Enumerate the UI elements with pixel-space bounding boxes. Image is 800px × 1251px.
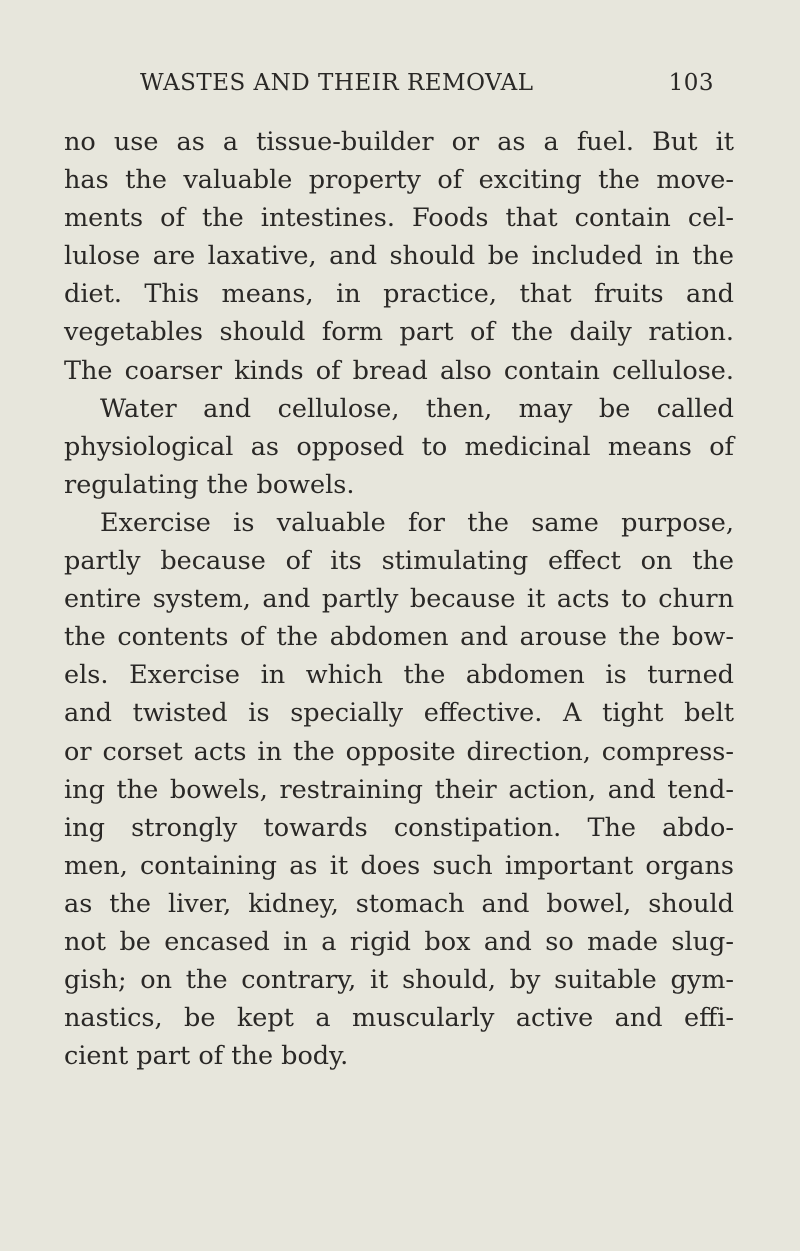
text-line: and twisted is specially effective. A tight belt bbox=[64, 698, 734, 729]
body-text bbox=[64, 123, 734, 1075]
text-line: nastics, be kept a muscularly active and effi- bbox=[64, 1003, 734, 1034]
text-line: not be encased in a rigid box and so made slug- bbox=[64, 926, 734, 957]
text-line: physiological as opposed to medicinal means of bbox=[64, 431, 734, 462]
text-line: Water and cellulose, then, may be called bbox=[100, 393, 734, 424]
text-line: ing strongly towards constipation. The abdo- bbox=[64, 812, 734, 843]
text-line: no use as a tissue-builder or as a fuel. But it bbox=[64, 127, 734, 157]
text-line: The coarser kinds of bread also contain cellulose. bbox=[64, 355, 734, 386]
text-line: lulose are laxative, and should be included in the bbox=[64, 241, 734, 272]
text-line: partly because of its stimulating effect on the bbox=[64, 546, 734, 577]
text-line: entire system, and partly because it acts to churn bbox=[64, 584, 734, 615]
text-line: ing the bowels, restraining their action, and tend- bbox=[64, 774, 734, 805]
text-line: cient part of the body. bbox=[64, 1041, 349, 1072]
text-line: gish; on the contrary, it should, by suitable gym- bbox=[64, 965, 734, 996]
text-line: the contents of the abdomen and arouse the bow- bbox=[64, 622, 734, 653]
text-line: vegetables should form part of the daily ration. bbox=[64, 317, 734, 348]
text-line: diet. This means, in practice, that fruits and bbox=[64, 279, 734, 310]
text-line: men, containing as it does such important organs bbox=[64, 850, 734, 881]
text-line: els. Exercise in which the abdomen is turned bbox=[64, 660, 734, 691]
text-line: or corset acts in the opposite direction, compress- bbox=[64, 736, 734, 767]
text-line: Exercise is valuable for the same purpose, bbox=[100, 507, 734, 538]
text-line: ments of the intestines. Foods that contain cel- bbox=[64, 203, 734, 234]
text-line: regulating the bowels. bbox=[64, 469, 355, 500]
text-line: has the valuable property of exciting the move- bbox=[64, 165, 734, 196]
running-head bbox=[140, 68, 714, 98]
text-line: as the liver, kidney, stomach and bowel, should bbox=[64, 888, 734, 919]
page-number: 103 bbox=[668, 70, 714, 96]
running-title: WASTES AND THEIR REMOVAL bbox=[140, 70, 534, 96]
